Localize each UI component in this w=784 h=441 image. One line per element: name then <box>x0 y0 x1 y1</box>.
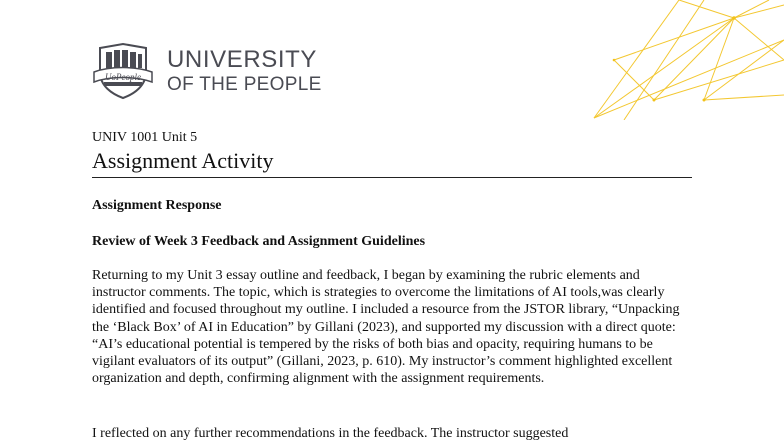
body-paragraph-2: I reflected on any further recommendations in the feedback. The instructor suggested <box>92 426 569 441</box>
university-wordmark <box>167 48 322 94</box>
course-code: UNIV 1001 Unit 5 <box>92 130 198 145</box>
uopeople-shield-logo <box>92 42 154 100</box>
brand-line-2: OF THE PEOPLE <box>167 74 322 95</box>
logo-badge-text: UoPeople <box>105 72 141 82</box>
document-title: Assignment Activity <box>92 148 274 173</box>
title-divider <box>92 177 692 178</box>
decorative-network-graphic <box>584 0 784 120</box>
review-feedback-heading: Review of Week 3 Feedback and Assignment Guidelines <box>92 234 426 249</box>
brand-line-1: UNIVERSITY <box>167 46 318 73</box>
body-paragraph-1: Returning to my Unit 3 essay outline and feedback, I began by examining the rubric elements and instructor comments. The topic, which is strategies to overcome the limitations of AI tools,was clearly identified and focused throughout my outline. I included a resource from the JSTOR library, “Unpacking the ‘Black Box’ of AI in Education” by Gillani (2023), and supported my discussion with a direct quote: “AI’s educational potential is tempered by the risks of both bias and opacity, requiring humans to be vigilant evaluators of its output” (Gillani, 2023, p. 610). My instructor’s comment highlighted excellent organization and depth, confirming alignment with the assignment requirements. <box>92 268 680 387</box>
assignment-response-heading: Assignment Response <box>92 198 222 213</box>
